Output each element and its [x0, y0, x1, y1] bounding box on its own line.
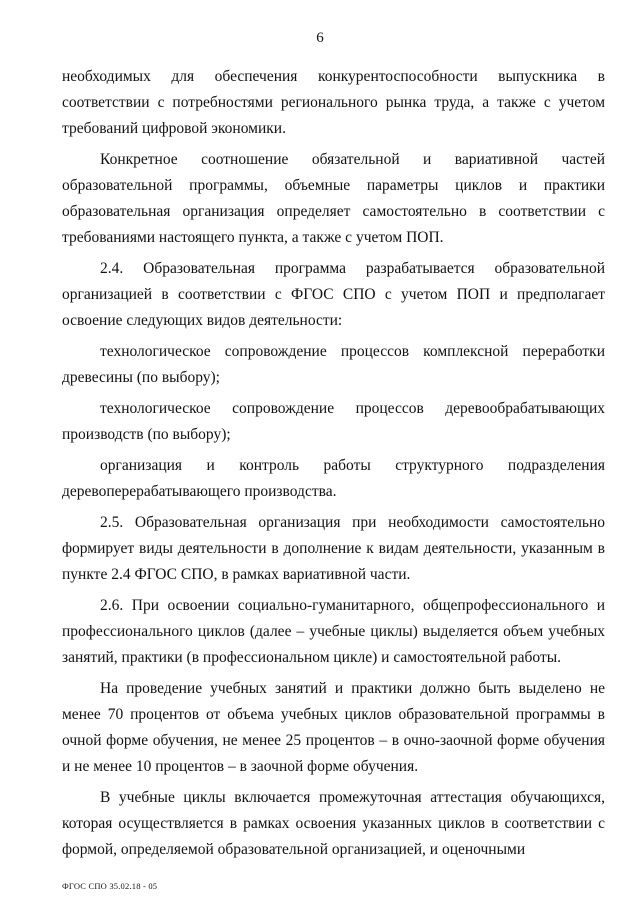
activity-item-1: технологическое сопровождение процессов комплексной переработки древесины (по выбору);: [62, 343, 605, 386]
paragraph-2-5: 2.5. Образовательная организация при необходимости самостоятельно формирует виды деятельности в дополнение к видам деятельности, указанным в пункте 2.4 ФГОС СПО, в рамках вариативной части.: [62, 514, 605, 583]
document-footer-code: ФГОС СПО 35.02.18 - 05: [62, 881, 158, 891]
paragraph-continuation: необходимых для обеспечения конкурентоспособности выпускника в соответствии с потребностями регионального рынка труда, а также с учетом требований цифровой экономики.: [62, 68, 605, 137]
paragraph-2-4: 2.4. Образовательная программа разрабатывается образовательной организацией в соответствии с ФГОС СПО с учетом ПОП и предполагает освоение следующих видов деятельности:: [62, 260, 605, 329]
paragraph-percentages: На проведение учебных занятий и практики должно быть выделено не менее 70 процентов от объема учебных циклов образовательной программы в очной форме обучения, не менее 25 процентов – в очно-заочной форме обучения и не менее 10 процентов – в заочной форме обучения.: [62, 680, 605, 775]
activity-item-2: технологическое сопровождение процессов деревообрабатывающих производств (по выбору);: [62, 400, 605, 443]
paragraph-attestation: В учебные циклы включается промежуточная аттестация обучающихся, которая осуществляется в рамках освоения указанных циклов в соответствии с формой, определяемой образовательной организацией, и оценочными: [62, 789, 605, 858]
page-number: 6: [316, 30, 324, 46]
paragraph-2-6: 2.6. При освоении социально-гуманитарного, общепрофессионального и профессионального циклов (далее – учебные циклы) выделяется объем учебных занятий, практики (в профессиональном цикле) и самостоятельной работы.: [62, 597, 605, 666]
document-body: [62, 64, 605, 863]
paragraph-ratio: Конкретное соотношение обязательной и вариативной частей образовательной программы, объемные параметры циклов и практики образовательная организация определяет самостоятельно в соответствии с требованиями настоящего пункта, а также с учетом ПОП.: [62, 151, 605, 246]
activity-item-3: организация и контроль работы структурного подразделения деревоперерабатывающего производства.: [62, 457, 605, 500]
